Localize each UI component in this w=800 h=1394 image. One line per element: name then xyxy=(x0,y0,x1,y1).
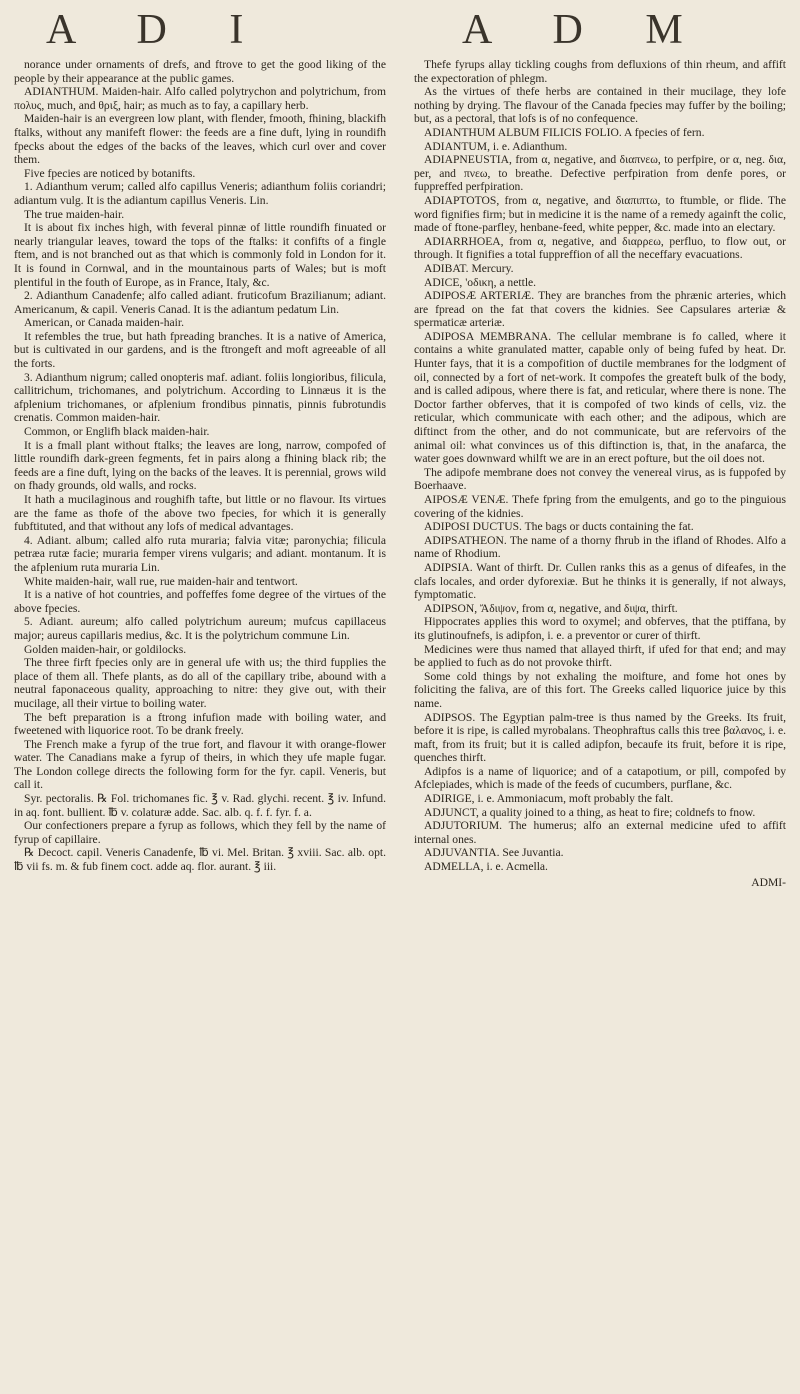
entry-paragraph: ADIAPTOTOS, from α, negative, and διαπιπτω, to ftumble, or flide. The word fignifies firm; but in medicine it is the name of a remedy againft the colic, made of ftone-parfley, henbane-feed, white pepper, &c. made into an electary. xyxy=(414,193,786,235)
entry-paragraph: ADIPOSÆ ARTERIÆ. They are branches from the phrænic arteries, which are fpread on the fat that covers the kidnies. See Capsulares arteriæ & spermaticæ arteriæ. xyxy=(414,289,786,330)
left-column xyxy=(14,58,386,889)
entry-paragraph: norance under ornaments of drefs, and ftrove to get the good liking of the people by their appearance at the public games. xyxy=(14,58,386,85)
entry-paragraph: 1. Adianthum verum; called alfo capillus Veneris; adianthum foliis coriandri; adiantum vulg. It is the adiantum capillus Veneris. Lin. xyxy=(14,180,386,207)
entry-paragraph: ADIAPNEUSTIA, from α, negative, and διαπνεω, to perfpire, or α, neg. δια, per, and πνεω, to breathe. Defective perfpiration from denfe pores, or fuppreffed perfpiration. xyxy=(414,153,786,194)
entry-paragraph: ADIANTUM, i. e. Adianthum. xyxy=(424,139,568,153)
entry-paragraph: ADIPSIA. Want of thirft. Dr. Cullen ranks this as a genus of difeafes, in the clafs locales, and order dyforexiæ. But he thinks it is generally, if not always, fymptomatic. xyxy=(414,560,786,602)
entry-paragraph: The true maiden-hair. xyxy=(24,207,125,221)
entry-paragraph: ADJUTORIUM. The humerus; alfo an external medicine ufed to affift internal ones. xyxy=(414,819,786,846)
entry-paragraph: Syr. pectoralis. ℞ Fol. trichomanes fic. ℥ v. Rad. glychi. recent. ℥ iv. Infund. in aq. font. bullient. ℔ v. colaturæ adde. Sac. alb. q. f. f. fyr. f. a. xyxy=(14,792,386,819)
entry-paragraph: ADIRIGE, i. e. Ammoniacum, moft probably the falt. xyxy=(424,792,674,806)
entry-paragraph: ADIANTHUM ALBUM FILICIS FOLIO. A fpecies of fern. xyxy=(424,125,705,139)
entry-paragraph: ADIANTHUM. Maiden-hair. Alfo called polytrychon and polytrichum, from πολυς, much, and θριξ, hair; as much as to fay, a capillary herb. xyxy=(14,85,386,112)
entry-paragraph: ADIPOSA MEMBRANA. The cellular membrane is fo called, where it contains a white granulated matter, capable only of being fufed by heat. Dr. Hunter fays, that it is a compofition of ductile membranes for the lodgment of oil, connected by a fort of net-work. It compofes the greateft bulk of the body, and is called adipous, where there is fat, and reticular, where there is none. The Doctor farther obferves, that it is compofed of two kinds of cells, viz. the reticular, which communicate with each other; and the adipous, which are diftinct from the other, and do not communicate, but are refervoirs of the animal oil: what convinces us of this diftinction is, that, in the anafarca, the water goes downward whilft we are in an erect pofture, but the oil does not. xyxy=(414,329,786,466)
entry-paragraph: Adipfos is a name of liquorice; and of a catapotium, or pill, compofed by Afclepiades, which is made of the feeds of cucumbers, purflane, &c. xyxy=(414,764,786,792)
entry-paragraph: Maiden-hair is an evergreen low plant, with flender, fmooth, fhining, blackifh ftalks, without any manifeft flower: the feeds are a fine duft, lying in roundifh fpecks about the edges of the backs of the leaves, which curl over and cover them. xyxy=(14,112,386,167)
header-right: A D M xyxy=(462,7,709,53)
header-left: A D I xyxy=(46,7,270,53)
entry-paragraph: ADJUVANTIA. See Juvantia. xyxy=(424,846,564,860)
entry-paragraph: Golden maiden-hair, or goldilocks. xyxy=(24,642,187,656)
entry-paragraph: Thefe fyrups allay tickling coughs from defluxions of thin rheum, and affift the expectoration of phlegm. xyxy=(414,58,786,85)
entry-paragraph: 2. Adianthum Canadenfe; alfo called adiant. fruticofum Brazilianum; adiant. Americanum, & capil. Veneris Canad. It is the adiantum pedatum Lin. xyxy=(14,289,386,316)
entry-paragraph: 5. Adiant. aureum; alfo called polytrichum aureum; mufcus capillaceus major; aureus capillaris medius, &c. It is the polytrichum commune Lin. xyxy=(14,615,386,642)
entry-paragraph: 3. Adianthum nigrum; called onopteris maf. adiant. foliis longioribus, filicula, callitrichum, trichomanes, and polytrichum. According to Linnæus it is the afplenium trichomanes, or afplenium frondibus pinnatis, pinnis fubrotundis crenatis. Common maiden-hair. xyxy=(14,370,386,425)
entry-paragraph: Common, or Englifh black maiden-hair. xyxy=(24,425,210,439)
entry-paragraph: ADIPSATHEON. The name of a thorny fhrub in the ifland of Rhodes. Alfo a name of Rhodium. xyxy=(414,533,786,561)
entry-paragraph: It is about fix inches high, with feveral pinnæ of little roundifh finuated or nearly triangular leaves, toward the tops of the ftalks: it confifts of a fingle ftem, and is not branched out as that which is commonly fold in London for it. It is found in Cornwal, and in the mountainous parts of Wales; but is moft plentiful in the fouth of Europe, as in France, Italy, &c. xyxy=(14,221,386,289)
entry-paragraph: ADMELLA, i. e. Acmella. xyxy=(424,860,548,874)
entry-paragraph: AIPOSÆ VENÆ. Thefe fpring from the emulgents, and go to the pinguious covering of the kidnies. xyxy=(414,493,786,520)
entry-paragraph: The adipofe membrane does not convey the venereal virus, as is fuppofed by Boerhaave. xyxy=(414,465,786,493)
catchword: ADMI- xyxy=(751,875,786,889)
entry-paragraph: Our confectioners prepare a fyrup as follows, which they fell by the name of fyrup of capillaire. xyxy=(14,819,386,846)
entry-paragraph: The French make a fyrup of the true fort, and flavour it with orange-flower water. The Canadians make a fyrup of theirs, in which they ufe maple fugar. The London college directs the following form for the fyr. capil. Veneris, but call it. xyxy=(14,737,386,792)
entry-paragraph: Hippocrates applies this word to oxymel; and obferves, that the ptiffana, by its glutinoufnefs, is adipfon, i. e. a preventor or curer of thirft. xyxy=(414,615,786,642)
entry-paragraph: It hath a mucilaginous and roughifh tafte, but little or no flavour. Its virtues are the fame as thofe of the above two fpecies, for which it is generally fubftituted, and that without any lofs of medical advantages. xyxy=(14,493,386,534)
entry-paragraph: The three firft fpecies only are in general ufe with us; the third fupplies the place of them all. Thefe plants, as do all of the capillary tribe, abound with a neutral faponaceous quality, approaching to nitre: they give out, with their mucilage, all their virtue to boiling water. xyxy=(14,656,386,710)
entry-paragraph: ℞ Decoct. capil. Veneris Canadenfe, ℔ vi. Mel. Britan. ℥ xviii. Sac. alb. opt. ℔ vii fs. m. & fub finem coct. adde aq. flor. aurant. ℥ iii. xyxy=(14,846,386,874)
entry-paragraph: White maiden-hair, wall rue, rue maiden-hair and tentwort. xyxy=(24,574,298,588)
entry-paragraph: 4. Adiant. album; called alfo ruta muraria; falvia vitæ; paronychia; filicula petræa rutæ facie; muraria femper virens vulgaris; and adiant. montanum. It is the afplenium ruta muraria Lin. xyxy=(14,533,386,574)
entry-paragraph: ADIBAT. Mercury. xyxy=(424,261,514,275)
entry-paragraph: ADJUNCT, a quality joined to a thing, as heat to fire; coldnefs to fnow. xyxy=(424,805,756,819)
running-header xyxy=(14,0,786,58)
entry-paragraph: ADIPOSI DUCTUS. The bags or ducts containing the fat. xyxy=(424,520,694,534)
entry-paragraph: American, or Canada maiden-hair. xyxy=(24,316,184,330)
entry-paragraph: It is a native of hot countries, and poffeffes fome degree of the virtues of the above fpecies. xyxy=(14,588,386,615)
entry-paragraph: It is a fmall plant without ftalks; the leaves are long, narrow, compofed of little roundifh dark-green fegments, fet in pairs along a fhining black rib; the feeds are a fine duft, lying on the backs of the leaves. It is perennial, grows wild on fhady grounds, old walls, and rocks. xyxy=(14,438,386,493)
entry-paragraph: Some cold things by not exhaling the moifture, and fome hot ones by foliciting the faliva, are of this fort. The Greeks called liquorice juice by this name. xyxy=(414,669,786,710)
entry-paragraph: ADICE, 'οδικη, a nettle. xyxy=(424,275,537,289)
entry-paragraph: As the virtues of thefe herbs are contained in their mucilage, they lofe nothing by drying. The flavour of the Canada fpecies may fuffer by the boiling; but, as a pectoral, that lofs is of no confequence. xyxy=(414,85,786,126)
text-columns xyxy=(14,58,786,889)
entry-paragraph: It refembles the true, but hath fpreading branches. It is a native of America, but is cultivated in our gardens, and is the ftrongeft and moft agreeable of all the forts. xyxy=(14,329,386,371)
entry-paragraph: The beft preparation is a ftrong infufion made with boiling water, and fweetened with liquorice root. To be drank freely. xyxy=(14,710,386,738)
entry-paragraph: Medicines were thus named that allayed thirft, if ufed for that end; and may be applied to fuch as do not provoke thirft. xyxy=(414,642,786,670)
entry-paragraph: ADIPSON, Ἄδιψον, from α, negative, and διψα, thirft. xyxy=(424,601,678,615)
right-column xyxy=(414,58,786,889)
entry-paragraph: ADIPSOS. The Egyptian palm-tree is thus named by the Greeks. Its fruit, before it is ripe, is called myrobalans. Theophraftus calls this tree βαλανος, i. e. maft, from its fruit; but it is called adipfon, becaufe its fruit, before it is ripe, quenches thirft. xyxy=(414,710,786,765)
entry-paragraph: Five fpecies are noticed by botanifts. xyxy=(24,166,196,180)
entry-paragraph: ADIARRHOEA, from α, negative, and διαρρεω, perfluo, to flow out, or through. It fignifies a total fuppreffion of all the neceffary evacuations. xyxy=(414,234,786,262)
